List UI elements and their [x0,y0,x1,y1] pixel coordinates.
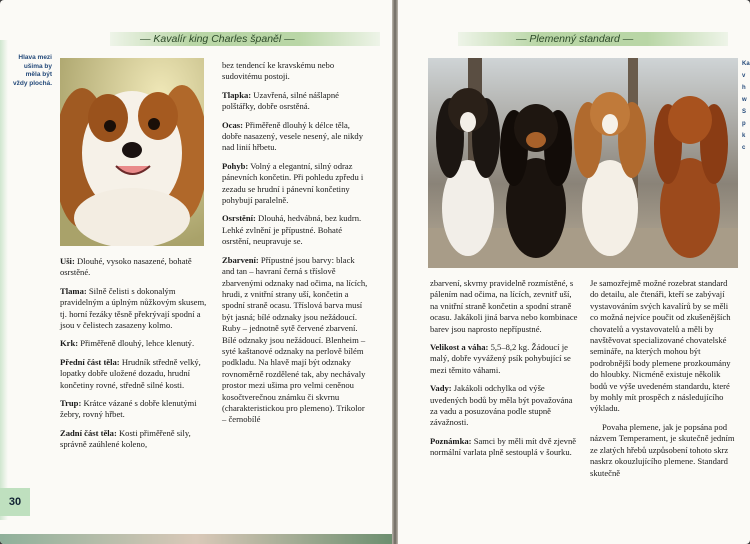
item-term: Zadní část těla: [60,427,117,438]
item-term: Poznámka: [430,435,472,446]
item-text: bez tendencí ke kravskému nebo sudovitému postoji. [222,60,335,82]
item-text: 5,5–8,2 kg. Žádoucí je malý, dobře vyvážený psík pohybující se mezi těmito váhami. [430,342,571,375]
right-page-column-2 [590,278,736,486]
item-text: Přiměřeně dlouhý, lehce klenutý. [78,338,195,349]
standard-item [590,422,736,479]
item-text: Povaha plemene, jak je popsána pod názvem Temperament, je skutečně jedním ze zlatých hřebů uzpůsobení tohoto skrz naskrz okouzlujícího plemene. Standard skutečně [590,421,735,478]
item-text: Přípustné jsou barvy: black and tan – havraní černá s tříslově zbarvenými odznaky nad očima, na lících, hrudi, z vnitřní strany uší, končetin a spodní straně ocasu. Tříslová barva musí být jasná; bílé odznaky jsou nežádoucí. Ruby – jednotně sytě červené zbarvení. Bílé odznaky jsou nežádoucí. Blenheim – syté kaštanové odznaky na perlově bílém podkladu. Na hlavě mají být odznaky rovnoměrně rozdělené tak, aby nechávaly prostor mezi ušima pro velmi ceněnou kosočtverečnou známku či skvrnu (charakteristickou pro plemeno). Trikolor – černobílé [222,254,368,425]
standard-item [60,428,210,451]
item-term: Přední část těla: [60,356,120,367]
item-text: Kosti přiměřeně sily, správně zaúhlené koleno, [60,427,191,450]
cavalier-head-illustration [60,58,204,246]
left-page-header: — Kavalír king Charles španěl — [140,33,295,45]
next-page-edge-text: Ka v h w S p k c [742,61,750,151]
page-margin-decoration [0,40,8,520]
item-text: Přiměřeně dlouhý k délce těla, dobře nasazený, vesele nesený, ale nikdy nad linií hřbetu. [222,119,364,153]
item-term: Trup: [60,398,82,409]
item-text: Je samozřejmě možné rozebrat standard do detailu, ale čtenáři, kteří se zabývají vystavováním svých kavalírů by se měli co možná nejvíce poučit od zkušenějších chovatelů a vystavovatelů a měli by navštěvovat specializované chovatelské semináře, na kterých mohou být podrobnější body plemene prozkoumány do hloubky. Nicméně existuje několik bodů ve výše uvedeném standardu, které by mohly mít prospěch z následujícího výkladu. [590,278,731,414]
four-dogs-photo [428,58,738,268]
item-term: Uši: [60,256,75,266]
standard-item [222,161,368,207]
standard-item [60,286,210,332]
right-page [398,0,750,544]
standard-item [222,213,368,247]
standard-item [430,383,580,429]
standard-item [60,256,210,279]
item-term: Tlapka: [222,89,252,100]
item-text: Jakákoli odchylka od výše uvedených bodů by měla být považována za vadu a posuzována podle stupně závažnosti. [430,383,573,428]
standard-item [222,90,368,113]
item-text: zbarvení, skvrny pravidelně rozmístěné, s pálením nad očima, na lících, zevnitř uší, na vnitřní straně končetin a spodní straně ocasu. Jakákoli jiná barva nebo kombinace barev jsou naprosto nepřípustné. [430,278,578,334]
right-page-column-1 [430,278,580,466]
item-term: Osrstění: [222,213,256,224]
standard-item [430,278,580,335]
photo-caption: Hlava mezi ušima by měla být vždy plochá. [12,54,52,87]
standard-item [222,60,368,83]
item-term: Tlama: [60,285,87,296]
item-text: Uzavřená, silné nášlapné polštářky, dobře osrstěná. [222,89,339,112]
item-term: Pohyb: [222,160,249,171]
standard-item [222,120,368,154]
standard-item [430,342,580,376]
four-cavaliers-illustration [428,58,738,268]
item-text: Volný a elegantní, silný odraz pánevních končetin. Při pohledu zpředu i zezadu se hrudní i pánevní končetiny pohybují paralelně. [222,160,364,206]
dog-head-photo [60,58,204,246]
item-text: Krátce vázané s dobře klenutými žebry, rovný hřbet. [60,398,197,420]
left-page-column-2 [222,60,368,433]
page-bottom-edge [0,534,392,544]
item-term: Velikost a váha: [430,342,489,353]
item-term: Krk: [60,338,79,349]
standard-item [60,398,210,421]
standard-item [60,338,210,349]
item-text: Silně čelisti s dokonalým pravidelným a úplným nůžkovým skusem, tj. horní řezáky těsně překrývají spodní a jsou v čelistech zasazeny kolmo. [60,285,207,331]
page-number: 30 [0,488,30,516]
item-term: Ocas: [222,119,244,130]
item-text: Samci by měli mít dvě zjevně normální varlata plně sestouplá v šourku. [430,435,577,458]
standard-item [222,255,368,426]
left-page-column-1 [60,256,210,458]
item-text: Dlouhá, hedvábná, bez kudrn. Lehké zvlnění je přípustné. Bohaté osrstění, neupravuje se. [222,213,362,247]
item-term: Zbarvení: [222,254,259,265]
item-text: Hrudník středně velký, lopatky dobře uložené dozadu, hrudní končetiny rovné, středně silné kosti. [60,356,201,390]
standard-item [430,436,580,459]
standard-item [60,357,210,391]
right-page-header: — Plemenný standard — [516,33,634,45]
item-text: Dlouhé, vysoko nasazené, bohatě osrstěné. [60,256,192,278]
item-term: Vady: [430,383,452,394]
standard-item [590,278,736,415]
